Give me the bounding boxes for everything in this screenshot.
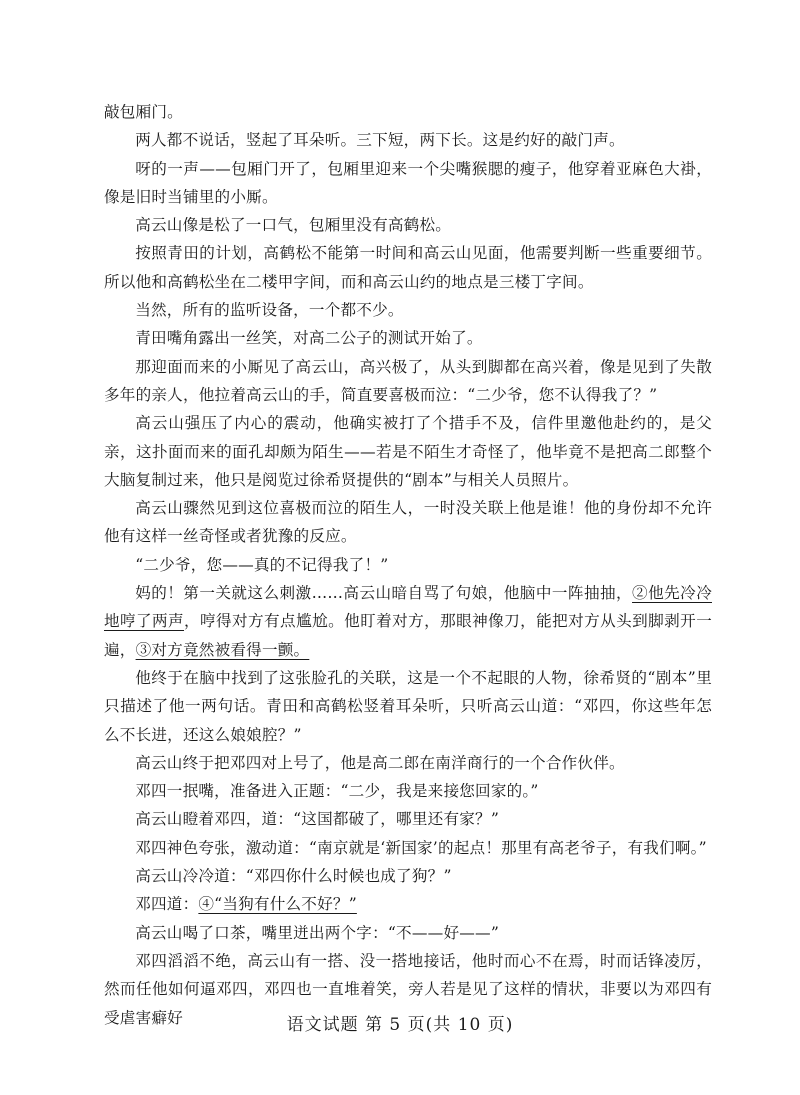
text-run: 青田嘴角露出一丝笑，对高二公子的测试开始了。 [135,329,483,348]
text-run: 那迎面而来的小厮见了高云山，高兴极了，从头到脚都在高兴着，像是见到了失散多年的亲人，他拉着高云山的手，简直要喜极而泣：“二少爷，您不认得我了？” [104,357,712,404]
text-run: 妈的！第一关就这么刺激……高云山暗自骂了句娘，他脑中一阵抽抽， [135,584,633,603]
text-run: 敲包厢门。 [104,103,183,121]
paragraph [104,890,712,918]
text-run: 高云山终于把邓四对上号了，他是高二郎在南洋商行的一个合作伙伴。 [135,753,625,772]
text-run: 两人都不说话，竖起了耳朵听。三下短，两下长。这是约好的敲门声。 [135,131,625,150]
text-run: ，哼得对方有点尴尬。他盯着对方，那眼神像刀，能把对方从头到脚剥开一遍， [104,612,712,659]
text-run: 高云山冷冷道：“邓四你什么时候也成了狗？” [135,867,452,886]
text-run: 当然，所有的监听设备，一个都不少。 [135,301,404,320]
paragraph [104,777,712,805]
story-text [104,98,712,1032]
text-run: 高云山强压了内心的震动，他确实被打了个措手不及，信件里邀他赴约的，是父亲，这扑面而来的面孔却颇为陌生——若是不陌生才奇怪了，他毕竟不是把高二郎整个大脑复制过来，他只是阅览过徐希贤提供的“剧本”与相关人员照片。 [104,414,712,489]
underlined-phrase: ④“当狗有什么不好？” [198,895,357,914]
text-run: 邓四滔滔不绝，高云山有一搭、没一搭地接话，他时而心不在焉，时而话锋凌厉，然而任他如何逼邓四，邓四也一直堆着笑，旁人若是见了这样的情状，非要以为邓四有受虐害癖好 [104,951,712,1027]
paragraph [104,324,712,352]
paragraph [104,551,712,579]
text-run: 高云山像是松了一口气，包厢里没有高鹤松。 [135,216,452,235]
paragraph [104,862,712,890]
text-run: 邓四道： [135,895,199,914]
paragraph [104,834,712,862]
text-run: 邓四神色夸张，激动道：“南京就是‘新国家’的起点！那里有高老爷子，有我们啊。” [135,838,707,857]
underlined-phrase: ②他先冷冷地哼了两声 [104,584,712,631]
text-run: 呀的一声——包厢门开了，包厢里迎来一个尖嘴猴腮的瘦子，他穿着亚麻色大褂，像是旧时当铺里的小厮。 [104,159,712,206]
paragraph [104,805,712,833]
paragraph [104,296,712,324]
text-run: 高云山瞪着邓四，道：“这国都破了，哪里还有家？” [135,810,499,829]
paragraph [104,579,712,664]
paragraph [104,126,712,154]
page-footer: 语文试题 第 5 页(共 10 页) [286,1015,514,1035]
paragraph [104,409,712,494]
paragraph [104,239,712,296]
text-run: 高云山骤然见到这位喜极而泣的陌生人，一时没关联上他是谁！他的身份却不允许他有这样一丝奇怪或者犹豫的反应。 [104,499,712,546]
paragraph [104,494,712,551]
text-run: 按照青田的计划，高鹤松不能第一时间和高云山见面，他需要判断一些重要细节。所以他和高鹤松坐在二楼甲字间，而和高云山约的地点是三楼丁字间。 [104,244,712,291]
text-run: 他终于在脑中找到了这张脸孔的关联，这是一个不起眼的人物，徐希贤的“剧本”里只描述了他一两句话。青田和高鹤松竖着耳朵听，只听高云山道：“邓四，你这些年怎么不长进，还这么娘娘腔？” [104,668,712,744]
paragraph [104,155,712,212]
text-run: “二少爷，您——真的不记得我了！” [135,555,389,574]
paragraph [104,664,712,749]
paragraph [104,211,712,239]
text-run: 高云山喝了口茶，嘴里迸出两个字：“不——好——” [135,923,499,942]
paragraph [104,919,712,947]
paragraph [104,98,712,126]
paragraph [104,353,712,410]
underlined-phrase: ③对方竟然被看得一颤。 [135,640,310,659]
paragraph [104,749,712,777]
text-run: 邓四一抿嘴，准备进入正题：“二少，我是来接您回家的。” [135,782,539,801]
